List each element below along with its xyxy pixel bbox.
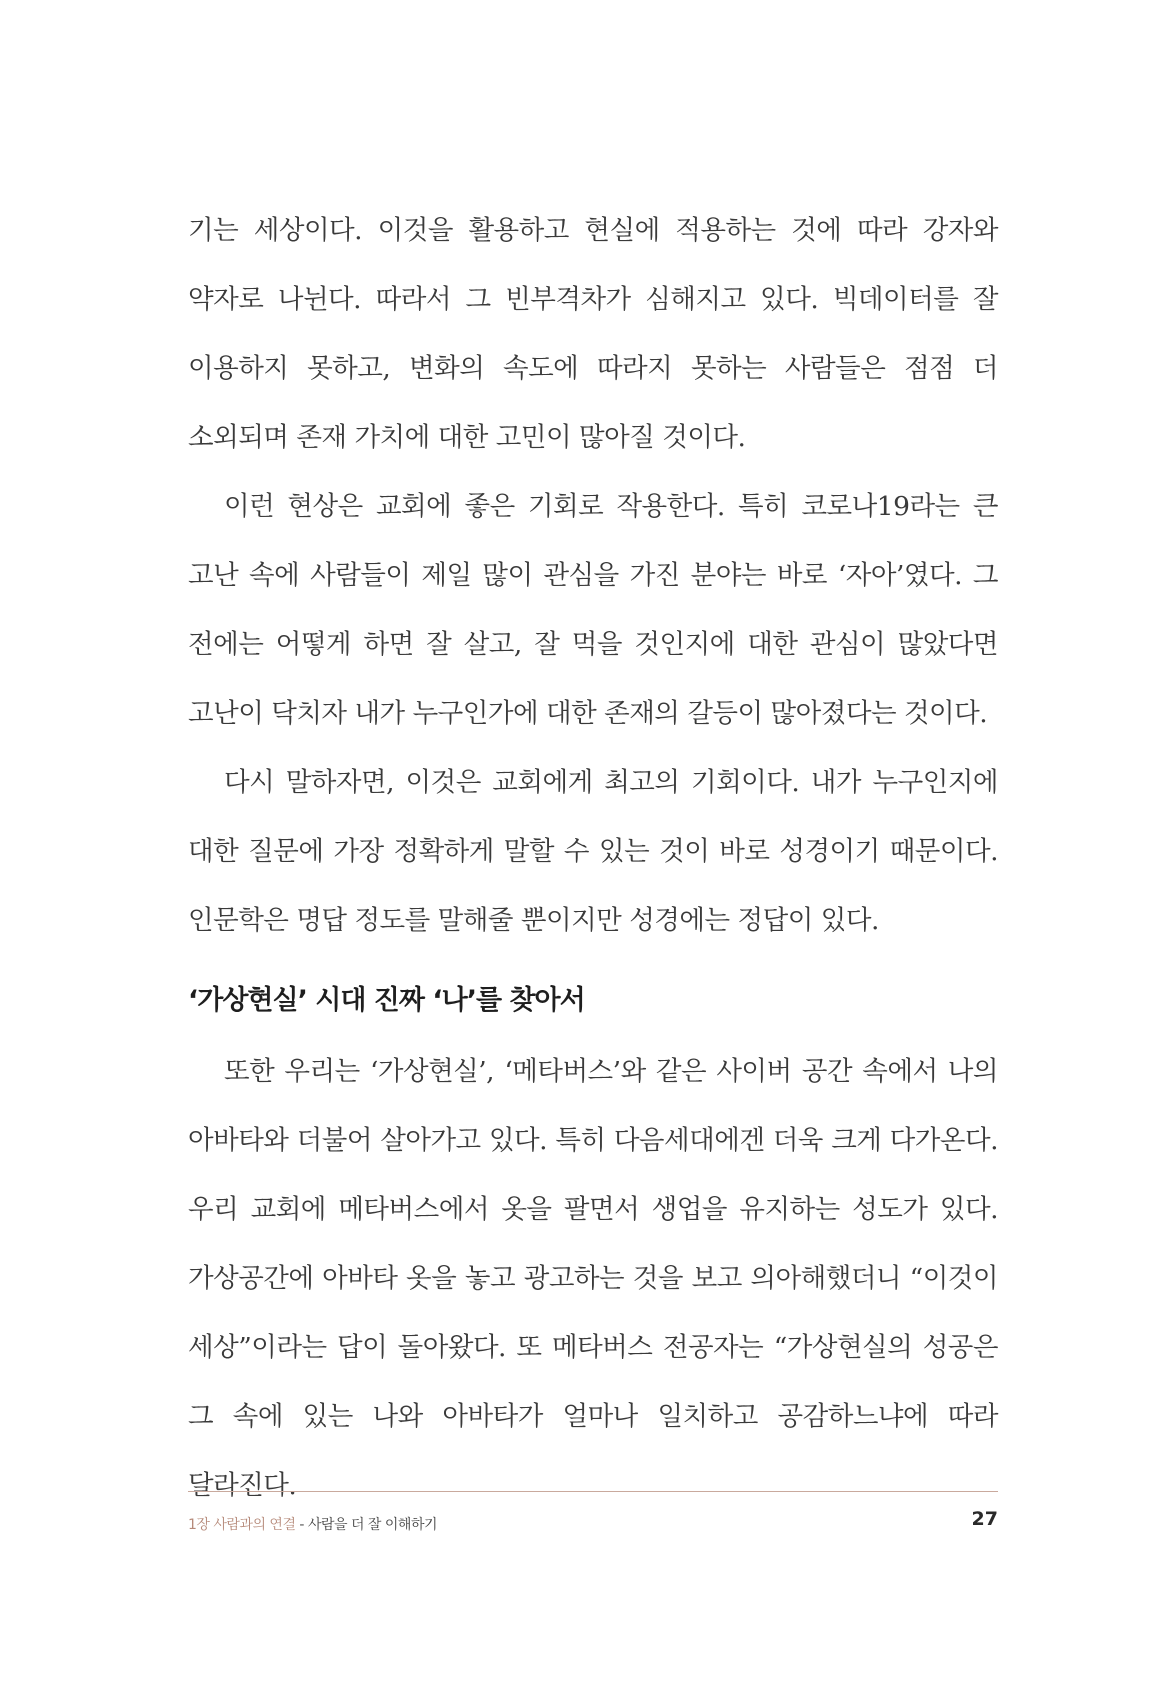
footer-separator: - xyxy=(295,1517,308,1533)
paragraph: 또한 우리는 ‘가상현실’, ‘메타버스’와 같은 사이버 공간 속에서 나의 아바타와 더불어 살아가고 있다. 특히 다음세대에겐 더욱 크게 다가온다. 우리 교회에 메타버스에서 옷을 팔면서 생업을 유지하는 성도가 있다. 가상공간에 아바타 옷을 놓고 광고하는 것을 보고 의아해했더니 “이것이 세상”이라는 답이 돌아왔다. 또 메타버스 전공자는 “가상현실의 성공은 그 속에 있는 나와 아바타가 얼마나 일치하고 공감하느냐에 따라 달라진다. xyxy=(188,1056,998,1501)
paragraph-continued: 기는 세상이다. 이것을 활용하고 현실에 적용하는 것에 따라 강자와 약자로 나뉜다. 따라서 그 빈부격차가 심해지고 있다. 빅데이터를 잘 이용하지 못하고, 변화의 속도에 따라지 못하는 사람들은 점점 더 소외되며 존재 가치에 대한 고민이 많아질 것이다. xyxy=(188,215,998,453)
footer-subtitle: 사람을 더 잘 이해하기 xyxy=(307,1517,438,1533)
section-heading: ‘가상현실’ 시대 진짜 ‘나’를 찾아서 xyxy=(188,985,585,1016)
body-text xyxy=(188,196,998,955)
section-body xyxy=(188,1037,998,1520)
paragraph: 이런 현상은 교회에 좋은 기회로 작용한다. 특히 코로나19라는 큰 고난 속에 사람들이 제일 많이 관심을 가진 분야는 바로 ‘자아’였다. 그 전에는 어떻게 하면 잘 살고, 잘 먹을 것인지에 대한 관심이 많았다면 고난이 닥치자 내가 누구인가에 대한 존재의 갈등이 많아졌다는 것이다. xyxy=(188,491,998,729)
running-footer xyxy=(188,1514,437,1534)
paragraph: 다시 말하자면, 이것은 교회에게 최고의 기회이다. 내가 누구인지에 대한 질문에 가장 정확하게 말할 수 있는 것이 바로 성경이기 때문이다. 인문학은 명답 정도를 말해줄 뿐이지만 성경에는 정답이 있다. xyxy=(188,767,998,936)
page-number: 27 xyxy=(971,1508,998,1530)
footer-divider xyxy=(188,1491,998,1492)
footer-chapter: 1장 사람과의 연결 xyxy=(188,1517,296,1533)
